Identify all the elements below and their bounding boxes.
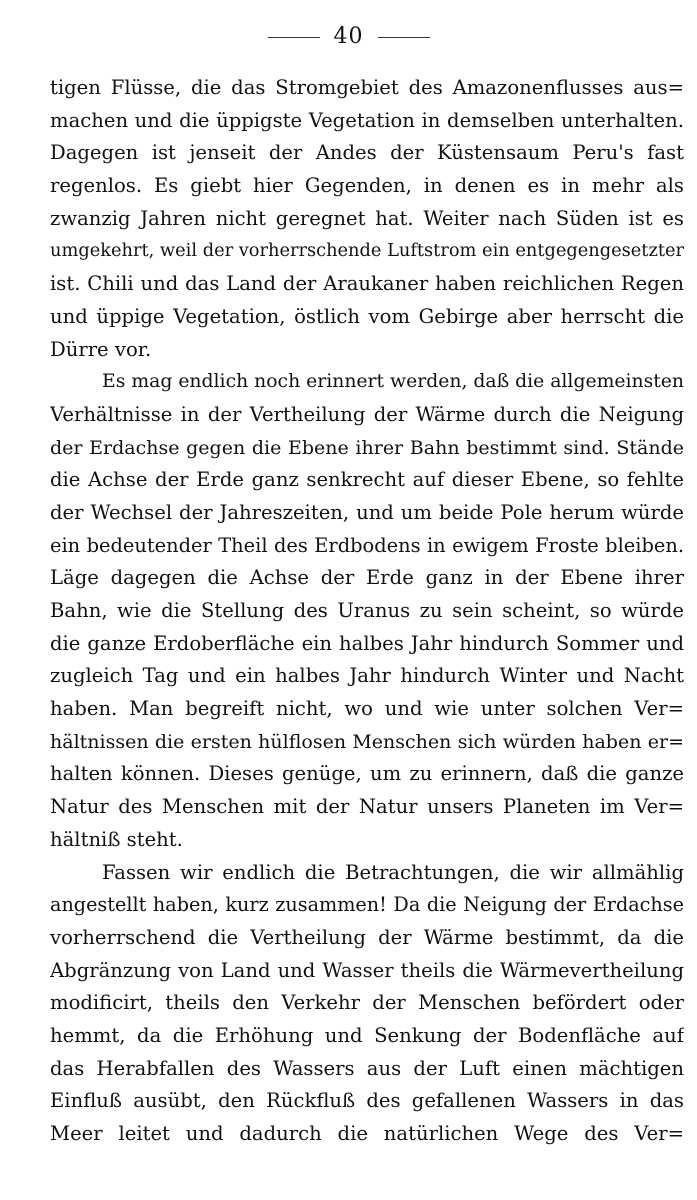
text-line: modificirt, theils den Verkehr der Menschen befördert oder	[50, 991, 684, 1015]
text-line: Dürre vor.	[50, 337, 152, 361]
text-line: Abgränzung von Land und Wasser theils die Wärmevertheilung	[50, 958, 684, 982]
text-line: vorherrschend die Vertheilung der Wärme bestimmt, da die	[50, 925, 684, 949]
text-line: und üppige Vegetation, östlich vom Gebirge aber herrscht die	[50, 304, 684, 328]
text-line: Dagegen ist jenseit der Andes der Küstensaum Peru's fast	[50, 141, 684, 165]
text-line: machen und die üppigste Vegetation in demselben unterhalten.	[50, 108, 684, 132]
text-line: ist. Chili und das Land der Araukaner haben reichlichen Regen	[50, 272, 684, 296]
text-line: Läge dagegen die Achse der Erde ganz in der Ebene ihrer	[50, 566, 684, 590]
text-line: ein bedeutender Theil des Erdbodens in ewigem Froste bleiben.	[50, 533, 684, 557]
page-header	[0, 22, 697, 52]
header-rule-left	[268, 37, 320, 38]
text-line: Fassen wir endlich die Betrachtungen, die wir allmählig	[102, 860, 684, 884]
text-line: hältnissen die ersten hülflosen Menschen sich würden haben er=	[50, 730, 684, 753]
text-line: das Herabfallen des Wassers aus der Luft einen mächtigen	[50, 1056, 684, 1080]
paragraph	[50, 366, 684, 856]
text-line: Natur des Menschen mit der Natur unsers Planeten im Ver=	[50, 795, 684, 819]
text-line: Meer leitet und dadurch die natürlichen Wege des Ver=	[50, 1122, 684, 1145]
text-line: der Erdachse gegen die Ebene ihrer Bahn bestimmt sind. Stände	[50, 436, 684, 459]
text-line: angestellt haben, kurz zusammen! Da die Neigung der Erdachse	[50, 893, 684, 917]
header-rule-right	[378, 37, 430, 38]
text-line: zugleich Tag und ein halbes Jahr hindurch Winter und Nacht	[50, 664, 684, 688]
text-line: der Wechsel der Jahreszeiten, und um beide Pole herum würde	[50, 500, 684, 524]
text-line: Es mag endlich noch erinnert werden, daß die allgemeinsten	[102, 371, 684, 393]
text-line: Einfluß ausübt, den Rückfluß des gefallenen Wassers in das	[50, 1089, 684, 1113]
paragraph	[50, 857, 684, 1151]
text-line: zwanzig Jahren nicht geregnet hat. Weiter nach Süden ist es	[50, 206, 684, 230]
text-line: haben. Man begreift nicht, wo und wie unter solchen Ver=	[50, 697, 684, 721]
text-line: regenlos. Es giebt hier Gegenden, in denen es in mehr als	[50, 174, 684, 198]
text-line: umgekehrt, weil der vorherrschende Luftstrom ein entgegengesetzter	[50, 240, 684, 262]
text-line: hemmt, da die Erhöhung und Senkung der Bodenfläche auf	[50, 1023, 684, 1047]
text-line: hältniß steht.	[50, 827, 183, 851]
text-line: die ganze Erdoberfläche ein halbes Jahr hindurch Sommer und	[50, 631, 684, 655]
body-text	[50, 72, 684, 1151]
text-line: die Achse der Erde ganz senkrecht auf dieser Ebene, so fehlte	[50, 468, 684, 492]
paragraph	[50, 72, 684, 366]
text-line: Bahn, wie die Stellung des Uranus zu sein scheint, so würde	[50, 599, 684, 622]
text-line: Verhältnisse in der Vertheilung der Wärme durch die Neigung	[50, 402, 684, 426]
text-line: halten können. Dieses genüge, um zu erinnern, daß die ganze	[50, 762, 684, 786]
page-number: 40	[333, 24, 364, 49]
text-line: tigen Flüsse, die das Stromgebiet des Amazonenflusses aus=	[50, 76, 684, 99]
